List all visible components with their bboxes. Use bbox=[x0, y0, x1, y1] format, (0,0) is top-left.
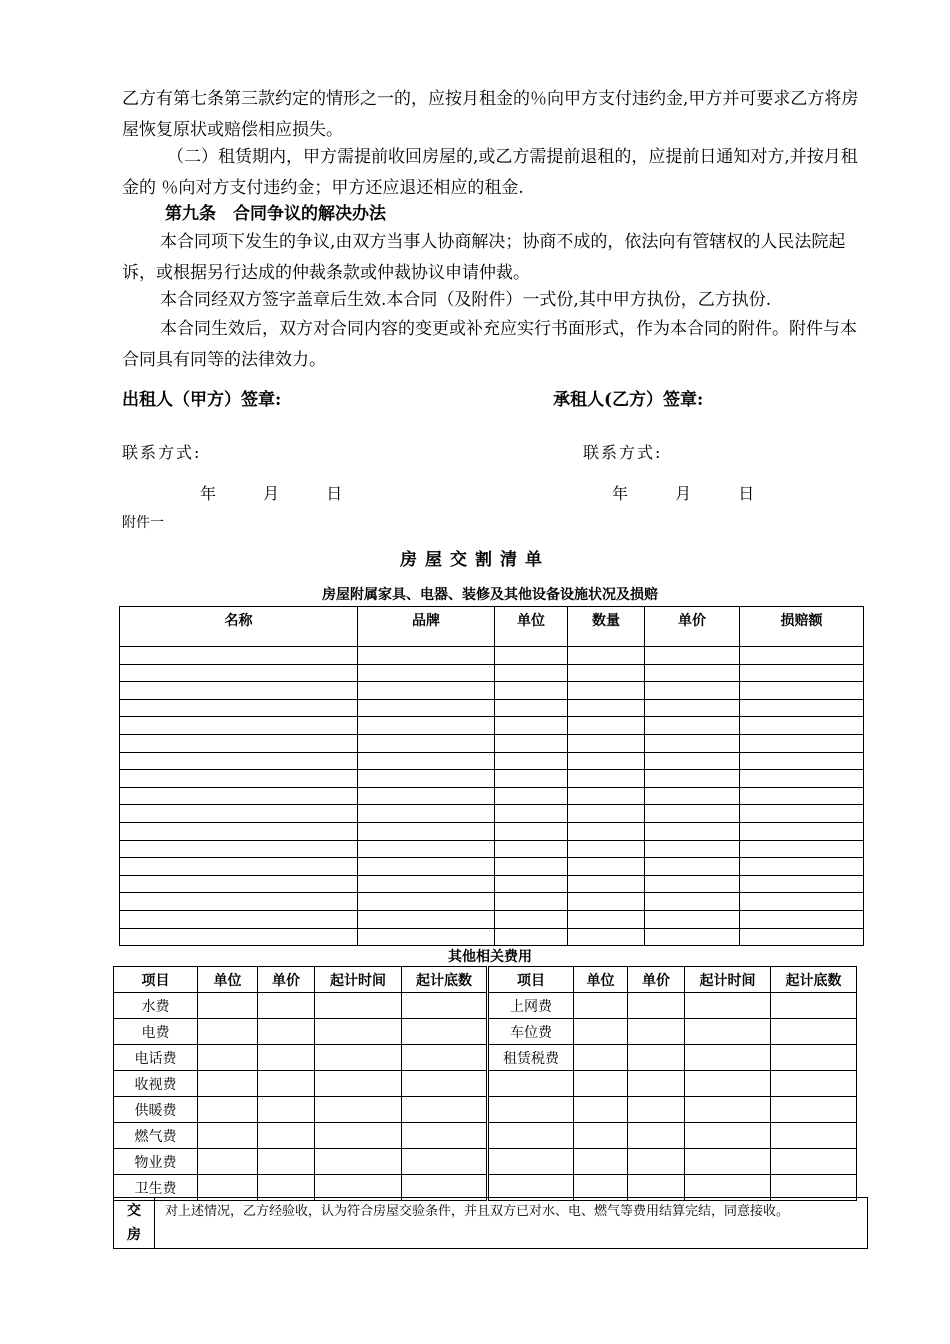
paragraph-dispute: 本合同项下发生的争议,由双方当事人协商解决；协商不成的，依法向有管辖权的人民法院起诉，或根据另行达成的仲裁条款或仲裁协议申请仲裁。 bbox=[122, 232, 846, 283]
fee-cell bbox=[685, 1149, 771, 1175]
fee-item-name: 电话费 bbox=[114, 1045, 198, 1071]
table-row bbox=[120, 875, 864, 893]
fee-item-name: 燃气费 bbox=[114, 1123, 198, 1149]
table-cell bbox=[358, 893, 495, 911]
table-cell bbox=[568, 893, 645, 911]
fee-cell bbox=[258, 1071, 315, 1097]
fee-cell bbox=[771, 993, 857, 1019]
table-cell bbox=[740, 734, 864, 752]
fee-cell bbox=[771, 1097, 857, 1123]
fee-cell bbox=[685, 1097, 771, 1123]
paragraph-effect: 本合同经双方签字盖章后生效.本合同（及附件）一式份,其中甲方执份，乙方执份. bbox=[160, 290, 772, 310]
fee-item-name bbox=[488, 1149, 574, 1175]
table-cell bbox=[568, 770, 645, 788]
fee-cell bbox=[628, 1019, 685, 1045]
fees-col-start-time: 起计时间 bbox=[685, 967, 771, 993]
fee-cell bbox=[198, 1123, 258, 1149]
fees-col-price: 单价 bbox=[628, 967, 685, 993]
table-cell bbox=[120, 840, 358, 858]
table-cell bbox=[495, 893, 568, 911]
fee-cell bbox=[402, 1045, 488, 1071]
table-cell bbox=[645, 822, 740, 840]
table-cell bbox=[120, 787, 358, 805]
fee-row bbox=[114, 1071, 857, 1097]
table-cell bbox=[568, 787, 645, 805]
fee-cell bbox=[574, 1123, 628, 1149]
fee-cell bbox=[628, 1045, 685, 1071]
handover-subtitle: 房屋附属家具、电器、装修及其他设备设施状况及损赔 bbox=[322, 587, 658, 603]
fee-cell bbox=[402, 1123, 488, 1149]
column-header-unit: 单位 bbox=[495, 607, 568, 647]
delivery-text: 对上述情况，乙方经验收，认为符合房屋交验条件，并且双方已对水、电、燃气等费用结算完结，同意接收。 bbox=[155, 1198, 868, 1249]
fee-cell bbox=[258, 1149, 315, 1175]
lessor-date bbox=[200, 481, 344, 504]
table-cell bbox=[740, 682, 864, 700]
table-cell bbox=[645, 664, 740, 682]
table-cell bbox=[358, 664, 495, 682]
table-cell bbox=[645, 928, 740, 946]
table-cell bbox=[645, 840, 740, 858]
fee-cell bbox=[771, 1019, 857, 1045]
table-cell bbox=[740, 717, 864, 735]
table-cell bbox=[120, 910, 358, 928]
table-cell bbox=[645, 805, 740, 823]
paragraph-penalty-2: （二）租赁期内，甲方需提前收回房屋的,或乙方需提前退租的，应提前日通知对方,并按月租金的 ％向对方支付违约金；甲方还应退还相应的租金. bbox=[122, 147, 858, 198]
table-cell bbox=[495, 699, 568, 717]
table-row bbox=[120, 647, 864, 665]
table-row bbox=[120, 664, 864, 682]
fees-table bbox=[113, 966, 857, 1201]
column-header-name: 名称 bbox=[120, 607, 358, 647]
table-cell bbox=[740, 647, 864, 665]
lessee-date bbox=[612, 481, 756, 504]
table-cell bbox=[120, 928, 358, 946]
table-cell bbox=[358, 647, 495, 665]
table-cell bbox=[645, 770, 740, 788]
date-year: 年 bbox=[200, 484, 219, 503]
fee-item-name: 收视费 bbox=[114, 1071, 198, 1097]
table-cell bbox=[120, 717, 358, 735]
fee-cell bbox=[402, 1071, 488, 1097]
table-row bbox=[120, 858, 864, 876]
table-cell bbox=[120, 699, 358, 717]
table-cell bbox=[495, 734, 568, 752]
table-cell bbox=[740, 805, 864, 823]
table-cell bbox=[740, 840, 864, 858]
table-cell bbox=[568, 752, 645, 770]
table-cell bbox=[645, 875, 740, 893]
fee-cell bbox=[628, 1149, 685, 1175]
fee-cell bbox=[198, 1019, 258, 1045]
fee-cell bbox=[771, 1045, 857, 1071]
table-cell bbox=[568, 840, 645, 858]
table-cell bbox=[568, 805, 645, 823]
fee-cell bbox=[402, 1149, 488, 1175]
date-year: 年 bbox=[612, 484, 631, 503]
delivery-table bbox=[113, 1197, 868, 1249]
table-cell bbox=[495, 910, 568, 928]
article-9-heading: 第九条 合同争议的解决办法 bbox=[165, 204, 386, 224]
table-cell bbox=[568, 734, 645, 752]
table-cell bbox=[645, 858, 740, 876]
fee-row bbox=[114, 1149, 857, 1175]
fee-item-name bbox=[488, 1097, 574, 1123]
table-cell bbox=[568, 858, 645, 876]
date-day: 日 bbox=[738, 484, 757, 503]
table-cell bbox=[645, 910, 740, 928]
fees-col-price: 单价 bbox=[258, 967, 315, 993]
fee-cell bbox=[628, 1097, 685, 1123]
fee-cell bbox=[315, 1071, 402, 1097]
table-cell bbox=[495, 717, 568, 735]
lessee-contact-label: 联系方式: bbox=[583, 443, 663, 462]
table-cell bbox=[358, 682, 495, 700]
table-cell bbox=[495, 752, 568, 770]
table-cell bbox=[120, 893, 358, 911]
lessee-signature-label: 承租人(乙方）签章: bbox=[553, 390, 704, 410]
table-cell bbox=[740, 664, 864, 682]
table-cell bbox=[740, 910, 864, 928]
table-cell bbox=[358, 787, 495, 805]
table-cell bbox=[740, 928, 864, 946]
table-cell bbox=[645, 717, 740, 735]
table-cell bbox=[358, 770, 495, 788]
table-cell bbox=[495, 770, 568, 788]
fee-cell bbox=[258, 1045, 315, 1071]
fee-item-name: 物业费 bbox=[114, 1149, 198, 1175]
fee-cell bbox=[771, 1123, 857, 1149]
table-cell bbox=[740, 858, 864, 876]
table-cell bbox=[495, 647, 568, 665]
fee-cell bbox=[628, 1071, 685, 1097]
table-row bbox=[120, 752, 864, 770]
date-month: 月 bbox=[263, 484, 282, 503]
fees-col-unit: 单位 bbox=[198, 967, 258, 993]
table-cell bbox=[568, 910, 645, 928]
fee-cell bbox=[574, 1149, 628, 1175]
table-cell bbox=[645, 787, 740, 805]
table-cell bbox=[740, 770, 864, 788]
fee-cell bbox=[574, 1071, 628, 1097]
fee-cell bbox=[198, 1045, 258, 1071]
fee-item-name: 电费 bbox=[114, 1019, 198, 1045]
fee-cell bbox=[315, 1149, 402, 1175]
fee-cell bbox=[198, 1149, 258, 1175]
lessor-contact-label: 联系方式: bbox=[122, 443, 202, 462]
fee-cell bbox=[315, 1097, 402, 1123]
fee-cell bbox=[315, 1019, 402, 1045]
handover-title: 房屋交割清单 bbox=[400, 550, 550, 570]
attachment-label: 附件一 bbox=[122, 515, 164, 531]
table-cell bbox=[740, 875, 864, 893]
table-cell bbox=[120, 664, 358, 682]
table-cell bbox=[495, 858, 568, 876]
fee-cell bbox=[258, 1019, 315, 1045]
table-row bbox=[120, 787, 864, 805]
fee-cell bbox=[198, 1097, 258, 1123]
fee-cell bbox=[628, 1123, 685, 1149]
table-cell bbox=[358, 805, 495, 823]
table-cell bbox=[120, 734, 358, 752]
furniture-table bbox=[119, 606, 864, 946]
fee-item-name: 上网费 bbox=[488, 993, 574, 1019]
lessor-signature-label: 出租人（甲方）签章: bbox=[122, 390, 282, 410]
table-cell bbox=[740, 787, 864, 805]
fee-cell bbox=[685, 993, 771, 1019]
fee-cell bbox=[685, 1123, 771, 1149]
fee-item-name: 供暖费 bbox=[114, 1097, 198, 1123]
fee-cell bbox=[685, 1071, 771, 1097]
table-cell bbox=[495, 822, 568, 840]
column-header-damage: 损赔额 bbox=[740, 607, 864, 647]
table-cell bbox=[568, 875, 645, 893]
table-cell bbox=[568, 822, 645, 840]
table-cell bbox=[568, 717, 645, 735]
paragraph-penalty-1: 乙方有第七条第三款约定的情形之一的，应按月租金的％向甲方支付违约金,甲方并可要求乙方将房屋恢复原状或赔偿相应损失。 bbox=[122, 89, 859, 140]
fees-col-item: 项目 bbox=[488, 967, 574, 993]
paragraph-amendment: 本合同生效后，双方对合同内容的变更或补充应实行书面形式，作为本合同的附件。附件与本合同具有同等的法律效力。 bbox=[122, 319, 857, 370]
fee-item-name: 卫生费 bbox=[114, 1175, 198, 1201]
fee-cell bbox=[628, 993, 685, 1019]
table-cell bbox=[120, 647, 358, 665]
table-cell bbox=[358, 752, 495, 770]
table-cell bbox=[495, 928, 568, 946]
fee-cell bbox=[402, 1019, 488, 1045]
fee-cell bbox=[771, 1071, 857, 1097]
fee-item-name: 租赁税费 bbox=[488, 1045, 574, 1071]
delivery-label bbox=[114, 1198, 155, 1249]
table-cell bbox=[358, 822, 495, 840]
fee-item-name: 水费 bbox=[114, 993, 198, 1019]
table-cell bbox=[120, 770, 358, 788]
table-row bbox=[120, 928, 864, 946]
fee-item-name bbox=[488, 1071, 574, 1097]
table-cell bbox=[358, 858, 495, 876]
fee-item-name bbox=[488, 1123, 574, 1149]
fee-cell bbox=[258, 1097, 315, 1123]
date-month: 月 bbox=[675, 484, 694, 503]
table-cell bbox=[568, 664, 645, 682]
table-cell bbox=[568, 928, 645, 946]
delivery-label-char: 房 bbox=[127, 1227, 141, 1243]
table-cell bbox=[120, 822, 358, 840]
table-row bbox=[120, 770, 864, 788]
table-cell bbox=[495, 682, 568, 700]
fee-cell bbox=[574, 1097, 628, 1123]
fees-col-item: 项目 bbox=[114, 967, 198, 993]
table-cell bbox=[568, 647, 645, 665]
fee-cell bbox=[258, 993, 315, 1019]
table-cell bbox=[120, 875, 358, 893]
table-cell bbox=[740, 822, 864, 840]
fee-cell bbox=[315, 993, 402, 1019]
table-row bbox=[120, 840, 864, 858]
fee-cell bbox=[402, 993, 488, 1019]
table-cell bbox=[358, 910, 495, 928]
table-cell bbox=[740, 893, 864, 911]
table-cell bbox=[495, 805, 568, 823]
table-cell bbox=[358, 875, 495, 893]
table-cell bbox=[495, 875, 568, 893]
table-cell bbox=[645, 893, 740, 911]
fee-cell bbox=[402, 1097, 488, 1123]
table-cell bbox=[568, 699, 645, 717]
table-cell bbox=[358, 717, 495, 735]
fees-header-row bbox=[114, 967, 857, 993]
table-cell bbox=[358, 928, 495, 946]
table-cell bbox=[120, 805, 358, 823]
table-cell bbox=[495, 787, 568, 805]
table-cell bbox=[358, 699, 495, 717]
fees-col-start-reading: 起计底数 bbox=[771, 967, 857, 993]
delivery-label-char: 交 bbox=[127, 1203, 141, 1219]
table-cell bbox=[645, 647, 740, 665]
table-row bbox=[120, 717, 864, 735]
fee-row bbox=[114, 1019, 857, 1045]
fee-row bbox=[114, 1045, 857, 1071]
table-header-row bbox=[120, 607, 864, 647]
table-cell bbox=[358, 734, 495, 752]
column-header-brand: 品牌 bbox=[358, 607, 495, 647]
fee-cell bbox=[574, 1019, 628, 1045]
table-row bbox=[120, 734, 864, 752]
date-day: 日 bbox=[326, 484, 345, 503]
fee-item-name: 车位费 bbox=[488, 1019, 574, 1045]
table-row bbox=[120, 805, 864, 823]
fees-col-unit: 单位 bbox=[574, 967, 628, 993]
fee-cell bbox=[315, 1123, 402, 1149]
fee-cell bbox=[685, 1019, 771, 1045]
table-cell bbox=[568, 682, 645, 700]
table-row bbox=[120, 822, 864, 840]
fees-col-start-time: 起计时间 bbox=[315, 967, 402, 993]
table-cell bbox=[495, 840, 568, 858]
table-cell bbox=[645, 734, 740, 752]
fee-row bbox=[114, 993, 857, 1019]
fee-cell bbox=[771, 1149, 857, 1175]
table-cell bbox=[358, 840, 495, 858]
fee-cell bbox=[685, 1045, 771, 1071]
table-cell bbox=[645, 752, 740, 770]
table-row bbox=[120, 893, 864, 911]
table-row bbox=[120, 699, 864, 717]
fee-cell bbox=[315, 1045, 402, 1071]
table-cell bbox=[120, 858, 358, 876]
table-cell bbox=[740, 699, 864, 717]
column-header-price: 单价 bbox=[645, 607, 740, 647]
fee-cell bbox=[258, 1123, 315, 1149]
table-row bbox=[120, 910, 864, 928]
fee-row bbox=[114, 1123, 857, 1149]
fee-cell bbox=[574, 1045, 628, 1071]
fees-col-start-reading: 起计底数 bbox=[402, 967, 488, 993]
table-cell bbox=[120, 752, 358, 770]
column-header-quantity: 数量 bbox=[568, 607, 645, 647]
table-cell bbox=[495, 664, 568, 682]
fee-cell bbox=[198, 1071, 258, 1097]
fee-cell bbox=[574, 993, 628, 1019]
table-cell bbox=[645, 699, 740, 717]
fee-row bbox=[114, 1097, 857, 1123]
table-cell bbox=[120, 682, 358, 700]
table-cell bbox=[645, 682, 740, 700]
table-cell bbox=[740, 752, 864, 770]
fees-caption: 其他相关费用 bbox=[448, 949, 532, 965]
table-row bbox=[120, 682, 864, 700]
delivery-row bbox=[114, 1198, 868, 1249]
fee-cell bbox=[198, 993, 258, 1019]
